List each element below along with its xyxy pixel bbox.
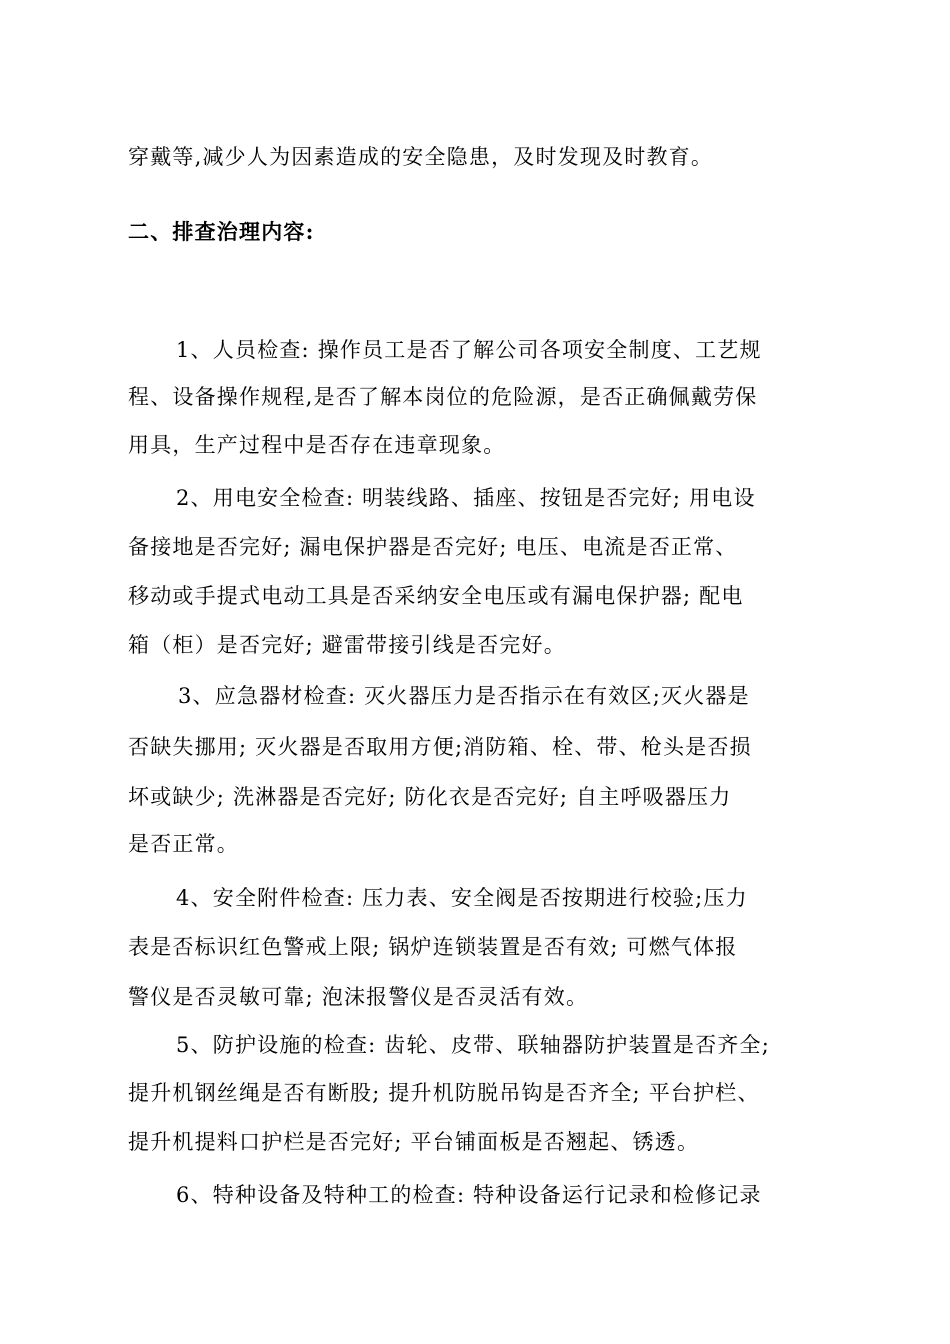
paragraph-line: 是否正常。 — [128, 832, 239, 856]
paragraph-line: 箱（柜）是否完好; 避雷带接引线是否完好。 — [128, 633, 566, 657]
paragraph-line: 5、防护设施的检查: 齿轮、皮带、联轴器防护装置是否齐全; — [176, 1033, 770, 1057]
intro-tail-line: 穿戴等,减少人为因素造成的安全隐患，及时发现及时教育。 — [128, 145, 714, 169]
paragraph-line: 警仪是否灵敏可靠; 泡沫报警仪是否灵活有效。 — [128, 985, 589, 1009]
paragraph-line: 3、应急器材检查: 灭火器压力是否指示在有效区;灭火器是 — [178, 684, 750, 708]
paragraph-line: 备接地是否完好; 漏电保护器是否完好; 电压、电流是否正常、 — [128, 535, 738, 559]
section-heading: 二、排查治理内容: — [128, 219, 315, 244]
paragraph-line: 表是否标识红色警戒上限; 锅炉连锁装置是否有效; 可燃气体报 — [128, 935, 738, 959]
paragraph-line: 4、安全附件检查: 压力表、安全阀是否按期进行校验;压力 — [176, 886, 748, 910]
paragraph-line: 1、人员检查: 操作员工是否了解公司各项安全制度、工艺规 — [176, 338, 762, 362]
paragraph-line: 移动或手提式电动工具是否采纳安全电压或有漏电保护器; 配电 — [128, 584, 744, 608]
paragraph-line: 提升机钢丝绳是否有断股; 提升机防脱吊钩是否齐全; 平台护栏、 — [128, 1081, 760, 1105]
paragraph-line: 否缺失挪用; 灭火器是否取用方便;消防箱、栓、带、枪头是否损 — [128, 735, 752, 759]
paragraph-line: 2、用电安全检查: 明装线路、插座、按钮是否完好; 用电设 — [176, 486, 756, 510]
paragraph-line: 用具，生产过程中是否存在违章现象。 — [128, 433, 506, 457]
paragraph-line: 坏或缺少; 洗淋器是否完好; 防化衣是否完好; 自主呼吸器压力 — [128, 785, 732, 809]
paragraph-line: 6、特种设备及特种工的检查: 特种设备运行记录和检修记录 — [176, 1183, 762, 1207]
paragraph-line: 程、设备操作规程,是否了解本岗位的危险源，是否正确佩戴劳保 — [128, 385, 758, 409]
paragraph-line: 提升机提料口护栏是否完好; 平台铺面板是否翘起、锈透。 — [128, 1130, 700, 1154]
